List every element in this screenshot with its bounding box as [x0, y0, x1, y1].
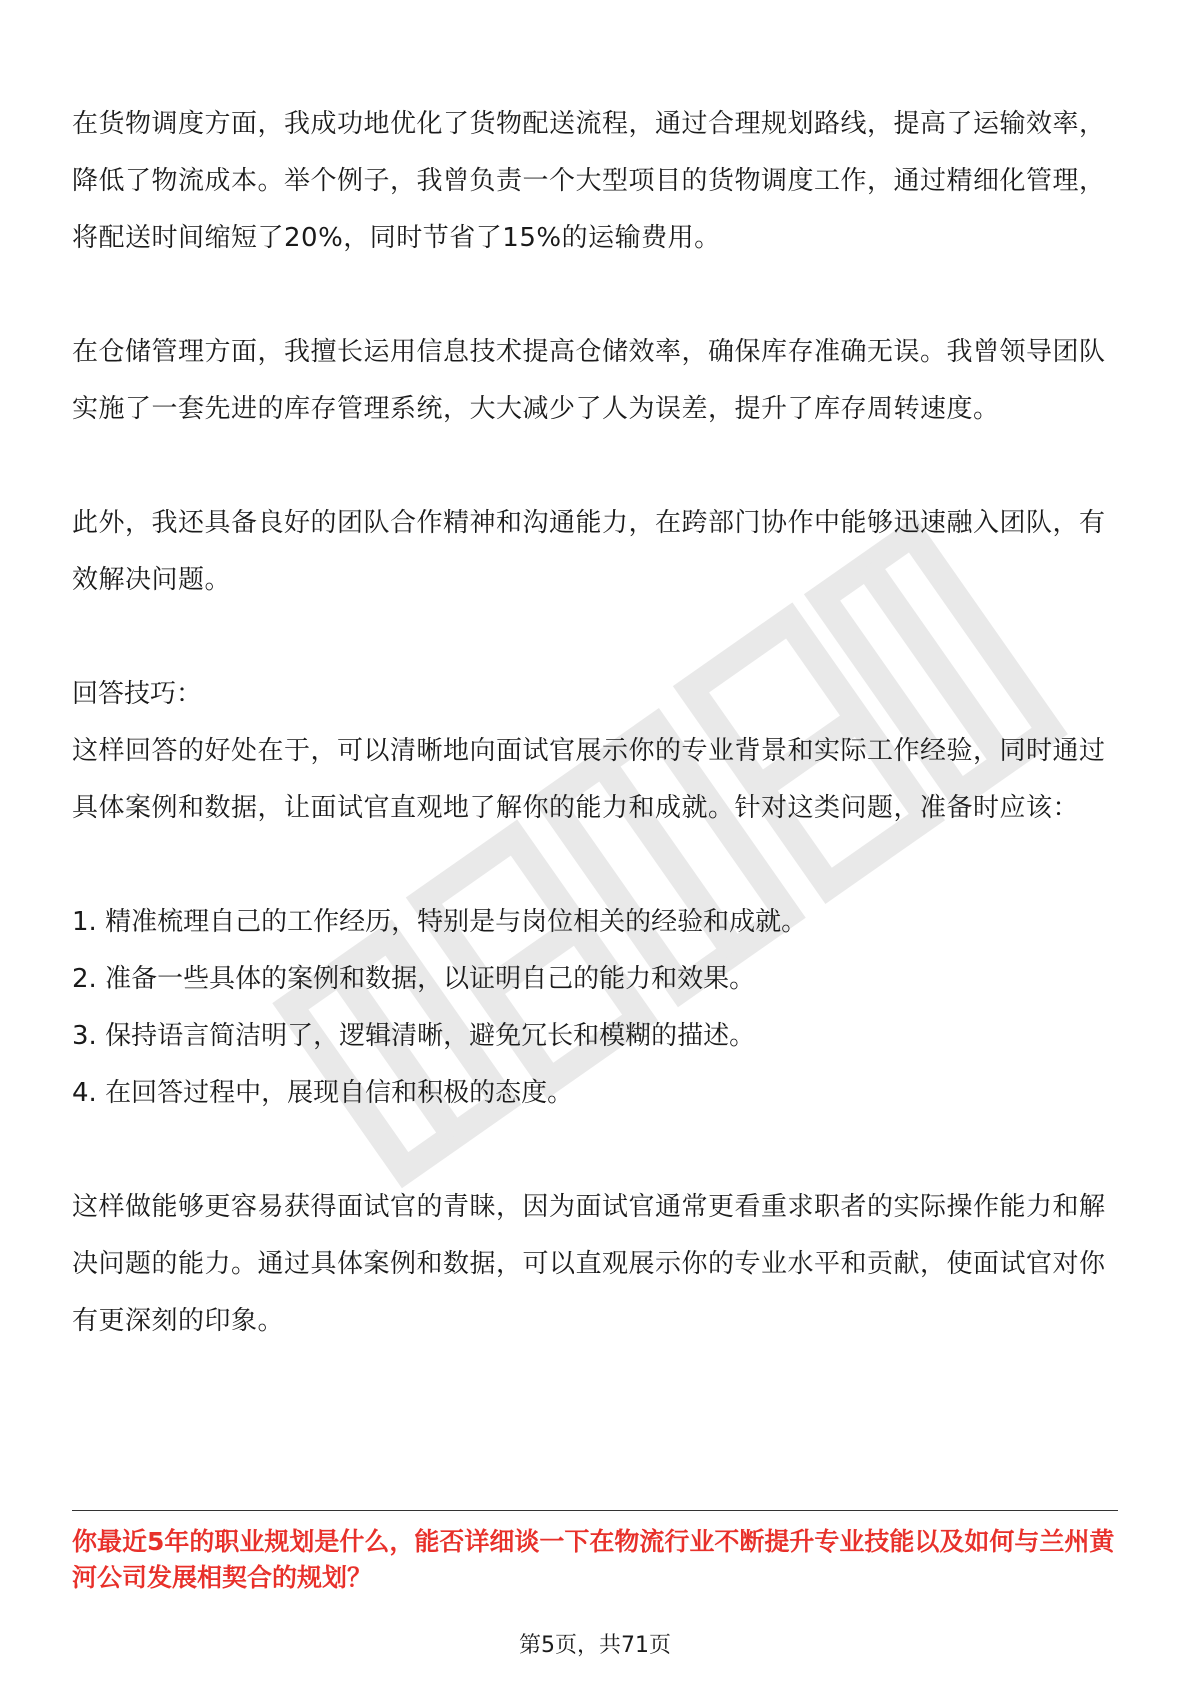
- next-question-heading: 你最近5年的职业规划是什么，能否详细谈一下在物流行业不断提升专业技能以及如何与兰州黄河公司发展相契合的规划？: [72, 1527, 1115, 1592]
- paragraph-warehouse-management: 在仓储管理方面，我擅长运用信息技术提高仓储效率，确保库存准确无误。我曾领导团队实施了一套先进的库存管理系统，大大减少了人为误差，提升了库存周转速度。: [72, 337, 1106, 424]
- paragraph-tips-explanation: 这样回答的好处在于，可以清晰地向面试官展示你的专业背景和实际工作经验，同时通过具体案例和数据，让面试官直观地了解你的能力和成就。针对这类问题，准备时应该：: [72, 736, 1106, 823]
- list-item: 3. 保持语言简洁明了，逻辑清晰，避免冗长和模糊的描述。: [72, 1021, 756, 1051]
- tips-label: 回答技巧：: [72, 679, 203, 709]
- paragraph-cargo-scheduling: 在货物调度方面，我成功地优化了货物配送流程，通过合理规划路线，提高了运输效率，降低了物流成本。举个例子，我曾负责一个大型项目的货物调度工作，通过精细化管理，将配送时间缩短了20%，同时节省了15%的运输费用。: [72, 109, 1106, 253]
- page-number-footer: 第5页，共71页: [519, 1633, 671, 1658]
- tips-list: [72, 894, 1118, 1122]
- list-item: 4. 在回答过程中，展现自信和积极的态度。: [72, 1078, 574, 1108]
- paragraph-teamwork: 此外，我还具备良好的团队合作精神和沟通能力，在跨部门协作中能够迅速融入团队，有效解决问题。: [72, 508, 1106, 595]
- list-item: 2. 准备一些具体的案例和数据，以证明自己的能力和效果。: [72, 964, 756, 994]
- section-divider: [72, 1510, 1118, 1511]
- main-content: [72, 96, 1118, 1350]
- paragraph-conclusion: 这样做能够更容易获得面试官的青睐，因为面试官通常更看重求职者的实际操作能力和解决问题的能力。通过具体案例和数据，可以直观展示你的专业水平和贡献，使面试官对你有更深刻的印象。: [72, 1192, 1106, 1336]
- list-item: 1. 精准梳理自己的工作经历，特别是与岗位相关的经验和成就。: [72, 907, 808, 937]
